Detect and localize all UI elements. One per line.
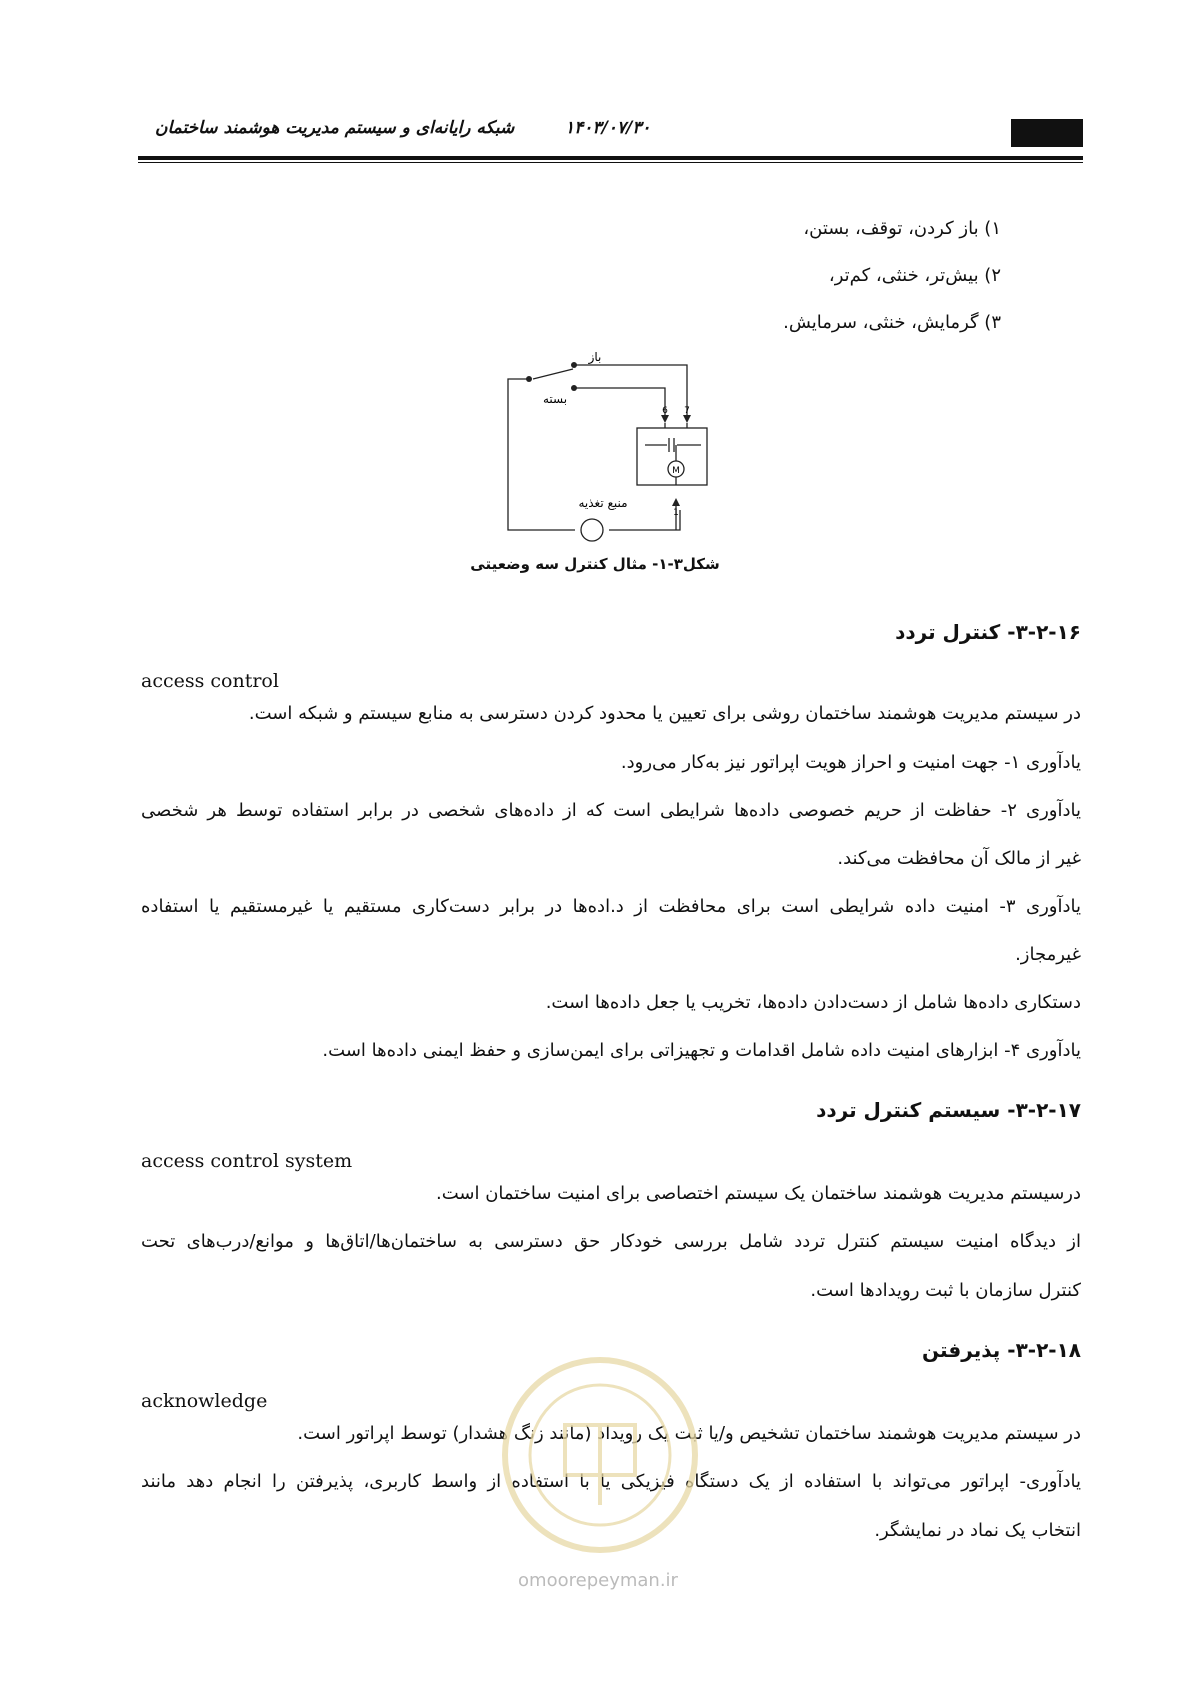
terminal-1-label: 1 (673, 508, 679, 518)
paragraph: غیرمجاز. (1015, 944, 1081, 965)
list-item: ۲) بیش‌تر، خنثی، کم‌تر، (828, 265, 1001, 286)
paragraph: در سیستم مدیریت هوشمند ساختمان روشی برای تعیین یا محدود کردن دسترسی به منابع سیستم و شبکه است. (248, 703, 1081, 724)
watermark-seal-icon (480, 1275, 720, 1585)
header-rule-thick (138, 156, 1083, 160)
paragraph: از دیدگاه امنیت سیستم کنترل تردد شامل بررسی خودکار حق دسترسی به ساختمان‌ها/اتاق‌ها و موانع/درب‌های تحت (141, 1231, 1081, 1252)
paragraph: دستکاری داده‌ها شامل از دست‌دادن داده‌ها، تخریب یا جعل داده‌ها است. (545, 992, 1081, 1013)
section-english-term: access control (141, 670, 279, 692)
paragraph: غیر از مالک آن محافظت می‌کند. (837, 848, 1081, 869)
paragraph: درسیستم مدیریت هوشمند ساختمان یک سیستم اختصاصی برای امنیت ساختمان است. (436, 1183, 1081, 1204)
terminal-7-label: 7 (684, 406, 690, 416)
paragraph: کنترل سازمان با ثبت رویدادها است. (810, 1280, 1081, 1301)
page-number-box (1011, 119, 1083, 147)
paragraph: یادآوری ۱- جهت امنیت و احراز هویت اپراتور نیز به‌کار می‌رود. (620, 752, 1081, 773)
paragraph: یادآوری ۴- ابزارهای امنیت داده شامل اقدامات و تجهیزاتی برای ایمن‌سازی و حفظ ایمنی داده‌ها است. (322, 1040, 1081, 1061)
header-rule-thin (138, 162, 1083, 163)
motor-label: M (672, 466, 680, 476)
terminal-6-label: 6 (662, 406, 668, 416)
paragraph: انتخاب یک نماد در نمایشگر. (874, 1520, 1081, 1541)
section-english-term: acknowledge (141, 1390, 268, 1412)
paragraph: در سیستم مدیریت هوشمند ساختمان تشخیص و/یا ثبت یک رویداد (مانند زنگ هشدار) توسط اپراتور است. (297, 1423, 1081, 1444)
section-english-term: access control system (141, 1150, 353, 1172)
section-heading: ۳-۲-۱۶- کنترل تردد (895, 620, 1081, 644)
list-item: ۳) گرمایش، خنثی، سرمایش. (783, 312, 1001, 333)
label-power-supply: منبع تغذیه (578, 496, 628, 510)
section-heading: ۳-۲-۱۸- پذیرفتن (922, 1338, 1081, 1362)
label-open: باز (588, 350, 602, 364)
header-title: شبکه رایانه‌ای و سیستم مدیریت هوشمند ساختمان (155, 118, 515, 138)
list-item: ۱) باز کردن، توقف، بستن، (803, 218, 1001, 239)
label-closed: بسته (542, 392, 568, 406)
paragraph: یادآوری ۳- امنیت داده شرایطی است برای محافظت از د.اده‌ها در برابر دست‌کاری مستقیم یا غیرمستقیم یا استفاده (141, 896, 1081, 917)
paragraph: یادآوری ۲- حفاظت از حریم خصوصی داده‌ها شرایطی است که از داده‌های شخصی در برابر استفاده توسط هر شخصی (141, 800, 1081, 821)
paragraph: یادآوری- اپراتور می‌تواند با استفاده از یک دستگاه فیزیکی یا با استفاده از واسط کاربری، پذیرفتن را انجام دهد مانند (141, 1471, 1081, 1492)
section-heading: ۳-۲-۱۷- سیستم کنترل تردد (816, 1098, 1081, 1122)
three-state-control-diagram (495, 345, 715, 545)
watermark-text: omoorepeyman.ir (518, 1570, 678, 1591)
header-date: ۱۴۰۳/۰۷/۳۰ (565, 118, 651, 138)
figure-caption: شکل۳-۱- مثال کنترل سه وضعیتی (470, 555, 720, 573)
